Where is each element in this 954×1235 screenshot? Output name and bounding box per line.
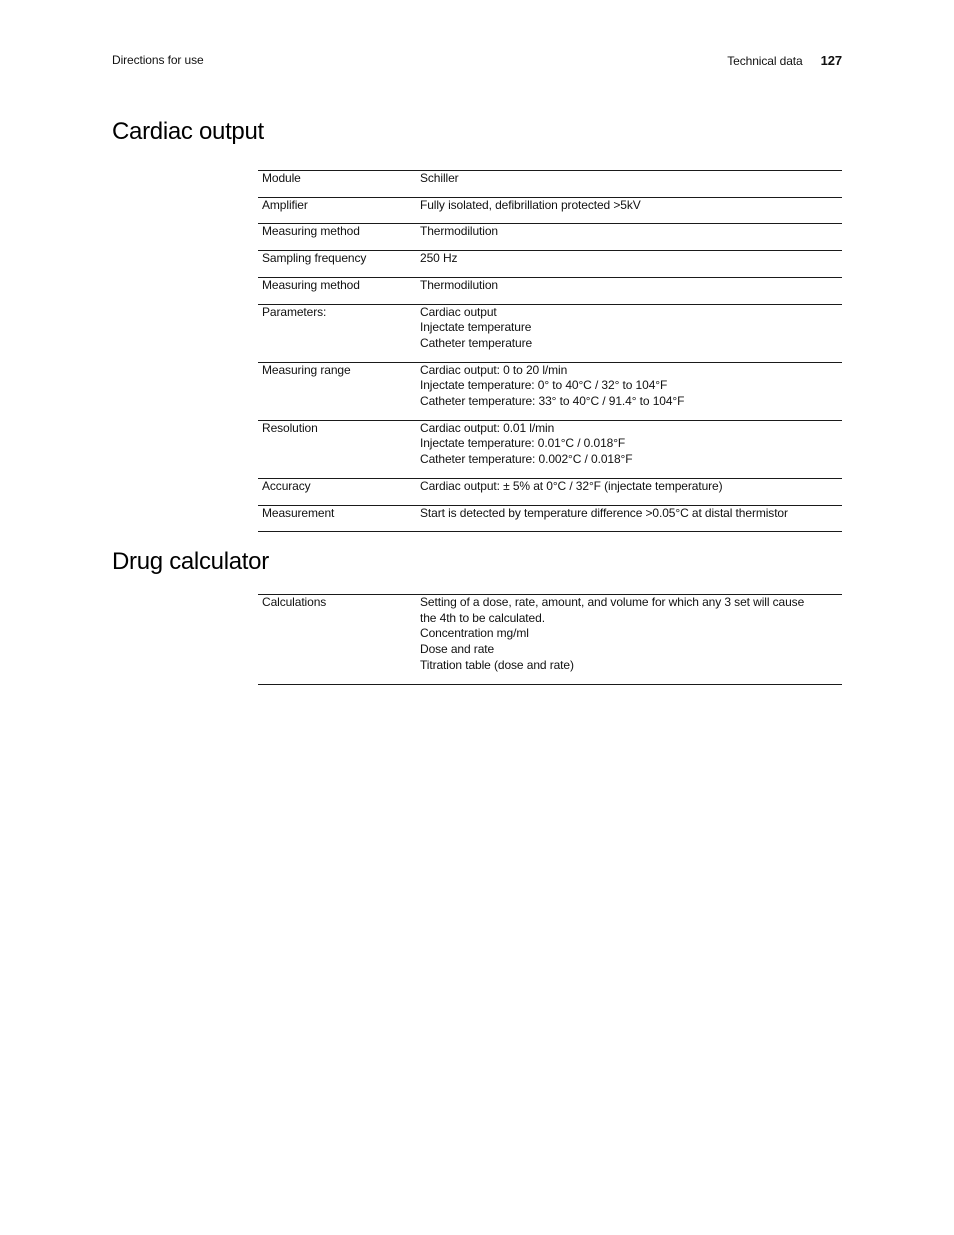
- spec-value-lines: [420, 506, 842, 532]
- drug-calculator-table-body: [258, 595, 842, 685]
- table-row: [258, 304, 842, 362]
- spec-label: [258, 197, 420, 224]
- spec-value: [420, 171, 842, 198]
- table-row: [258, 277, 842, 304]
- spec-value: [420, 304, 842, 362]
- spec-label: [258, 171, 420, 198]
- spec-value: [420, 251, 842, 278]
- spec-value-lines: [420, 198, 842, 224]
- section-title-cardiac-output: Cardiac output: [112, 118, 264, 145]
- spec-value-line: Dose and rate: [420, 642, 495, 657]
- spec-label: [258, 595, 420, 685]
- spec-value-lines: [420, 171, 842, 197]
- spec-label-text: Sampling frequency: [262, 251, 367, 266]
- spec-value-line: Catheter temperature: 0.002°C / 0.018°F: [420, 452, 633, 467]
- spec-value-line: Titration table (dose and rate): [420, 657, 574, 672]
- spec-value-lines: [420, 278, 842, 304]
- spec-label-text: Resolution: [262, 420, 318, 435]
- spec-label: [258, 478, 420, 505]
- header-right: [727, 53, 842, 68]
- spec-label-text: Measuring range: [262, 362, 351, 377]
- spec-label-text: Measuring method: [262, 277, 360, 292]
- spec-value: [420, 595, 842, 685]
- spec-value-lines: [420, 305, 842, 362]
- spec-value-line: Start is detected by temperature difference >0.05°C at distal thermistor: [420, 505, 788, 520]
- drug-calculator-table: [258, 594, 842, 685]
- spec-value: [420, 362, 842, 420]
- spec-label: [258, 224, 420, 251]
- spec-value-line: Fully isolated, defibrillation protected >5kV: [420, 197, 641, 212]
- page-number: 127: [820, 53, 842, 68]
- spec-value: [420, 224, 842, 251]
- spec-value-lines: [420, 479, 842, 505]
- cardiac-output-table-body: [258, 171, 842, 532]
- table-row: [258, 505, 842, 532]
- table-row: [258, 251, 842, 278]
- spec-label-text: Module: [262, 171, 301, 185]
- spec-value-line: Setting of a dose, rate, amount, and volume for which any 3 set will cause: [420, 595, 805, 609]
- spec-value-line: Thermodilution: [420, 277, 498, 292]
- spec-value-line: Cardiac output: 0.01 l/min: [420, 420, 555, 435]
- spec-label-text: Measurement: [262, 505, 335, 520]
- table-row: [258, 171, 842, 198]
- table-row: [258, 595, 842, 685]
- table-row: [258, 197, 842, 224]
- spec-value-line: Cardiac output: ± 5% at 0°C / 32°F (injectate temperature): [420, 478, 723, 493]
- spec-label: [258, 277, 420, 304]
- spec-label-text: Calculations: [262, 595, 327, 609]
- spec-value-lines: [420, 363, 842, 420]
- spec-label: [258, 251, 420, 278]
- spec-value-line: 250 Hz: [420, 251, 458, 266]
- spec-value-line: Catheter temperature: [420, 335, 533, 350]
- spec-value: [420, 197, 842, 224]
- section-name: Technical data: [727, 54, 803, 68]
- spec-value-line: Catheter temperature: 33° to 40°C / 91.4° to 104°F: [420, 394, 685, 409]
- spec-value-line: Schiller: [420, 171, 459, 185]
- spec-value-lines: [420, 421, 842, 478]
- spec-value-line: the 4th to be calculated.: [420, 610, 545, 625]
- spec-value-line: Thermodilution: [420, 224, 498, 239]
- running-header: [112, 53, 842, 71]
- spec-value-line: Concentration mg/ml: [420, 626, 529, 641]
- spec-value-line: Injectate temperature: [420, 320, 532, 335]
- spec-label: [258, 304, 420, 362]
- document-title: Directions for use: [112, 53, 204, 67]
- table-row: [258, 420, 842, 478]
- table-row: [258, 478, 842, 505]
- spec-value: [420, 505, 842, 532]
- spec-label-text: Accuracy: [262, 478, 311, 493]
- spec-value: [420, 478, 842, 505]
- spec-value-lines: [420, 251, 842, 277]
- table-row: [258, 362, 842, 420]
- spec-label-text: Measuring method: [262, 224, 360, 239]
- spec-value-line: Injectate temperature: 0.01°C / 0.018°F: [420, 436, 626, 451]
- spec-value: [420, 420, 842, 478]
- spec-value: [420, 277, 842, 304]
- section-title-drug-calculator: Drug calculator: [112, 548, 269, 575]
- spec-label: [258, 420, 420, 478]
- cardiac-output-table: [258, 170, 842, 532]
- spec-label-text: Parameters:: [262, 304, 327, 319]
- spec-value-line: Cardiac output: [420, 304, 497, 319]
- spec-value-line: Injectate temperature: 0° to 40°C / 32° to 104°F: [420, 378, 668, 393]
- spec-label-text: Amplifier: [262, 197, 308, 212]
- spec-value-lines: [420, 595, 842, 684]
- spec-value-line: Cardiac output: 0 to 20 l/min: [420, 362, 568, 377]
- spec-label: [258, 505, 420, 532]
- spec-value-lines: [420, 224, 842, 250]
- spec-label: [258, 362, 420, 420]
- table-row: [258, 224, 842, 251]
